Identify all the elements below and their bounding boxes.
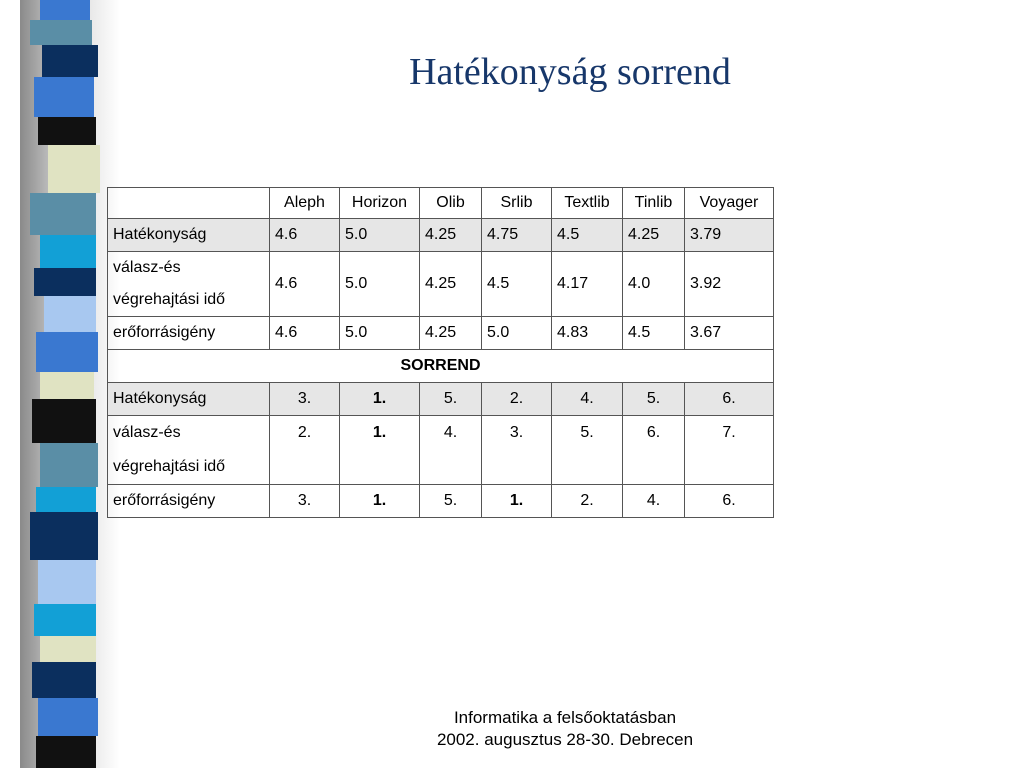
row-label	[108, 416, 270, 485]
rank-cell: 5.	[623, 383, 685, 416]
rank-cell: 4.	[623, 485, 685, 518]
table-row	[108, 416, 774, 485]
rank-cell: 3.	[270, 485, 340, 518]
table-cell: 4.83	[552, 317, 623, 350]
table-cell: 4.5	[623, 317, 685, 350]
rank-cell: 6.	[623, 416, 685, 485]
row-label-line: végrehajtási idő	[113, 291, 226, 308]
rank-cell: 3.	[270, 383, 340, 416]
footer-line: 2002. augusztus 28-30. Debrecen	[436, 730, 694, 749]
sorrend-row	[108, 350, 774, 383]
table-row	[108, 252, 774, 317]
rank-cell: 2.	[482, 383, 552, 416]
table-cell: 5.0	[482, 317, 552, 350]
table-cell: 4.25	[420, 317, 482, 350]
rank-cell: 1.	[340, 416, 420, 485]
table-cell: 4.17	[552, 252, 623, 317]
rank-cell: 4.	[420, 416, 482, 485]
table-row	[108, 485, 774, 518]
row-label-line: végrehajtási idő	[113, 458, 226, 475]
table-row	[108, 317, 774, 350]
footer-line: Informatika a felsőoktatásban	[453, 708, 677, 727]
table-cell: 4.25	[623, 219, 685, 252]
table-cell: 4.6	[270, 317, 340, 350]
rank-cell: 5.	[420, 485, 482, 518]
row-label: erőforrásigény	[108, 317, 270, 350]
rank-cell: 5.	[552, 416, 623, 485]
header-cell-empty	[108, 188, 270, 219]
table-cell: 4.75	[482, 219, 552, 252]
rank-cell: 2.	[270, 416, 340, 485]
slide-footer	[380, 707, 750, 751]
ranking-table	[107, 187, 774, 518]
table-cell: 5.0	[340, 252, 420, 317]
sorrend-heading: SORREND	[108, 350, 774, 383]
table-cell: 5.0	[340, 219, 420, 252]
table-cell: 4.0	[623, 252, 685, 317]
row-label-line: válasz-és	[113, 259, 181, 276]
rank-cell: 7.	[685, 416, 774, 485]
rank-cell: 1.	[340, 383, 420, 416]
row-label: Hatékonyság	[108, 219, 270, 252]
table-cell: 3.67	[685, 317, 774, 350]
slide-title: Hatékonyság sorrend	[409, 51, 731, 93]
table-cell: 3.92	[685, 252, 774, 317]
header-cell-tinlib: Tinlib	[623, 188, 685, 219]
table-cell: 3.79	[685, 219, 774, 252]
header-cell-textlib: Textlib	[552, 188, 623, 219]
row-label: erőforrásigény	[108, 485, 270, 518]
row-label	[108, 252, 270, 317]
table-cell: 4.25	[420, 219, 482, 252]
header-cell-horizon: Horizon	[340, 188, 420, 219]
rank-cell: 4.	[552, 383, 623, 416]
header-cell-olib: Olib	[420, 188, 482, 219]
rank-cell: 1.	[340, 485, 420, 518]
row-label-line: válasz-és	[113, 424, 181, 441]
rank-cell: 3.	[482, 416, 552, 485]
table-cell: 4.5	[482, 252, 552, 317]
table-cell: 4.6	[270, 219, 340, 252]
rank-cell: 6.	[685, 383, 774, 416]
rank-cell: 2.	[552, 485, 623, 518]
table-cell: 4.5	[552, 219, 623, 252]
decorative-color-strip	[30, 0, 100, 768]
rank-cell: 5.	[420, 383, 482, 416]
row-label: Hatékonyság	[108, 383, 270, 416]
table-cell: 4.6	[270, 252, 340, 317]
table-cell: 4.25	[420, 252, 482, 317]
header-cell-aleph: Aleph	[270, 188, 340, 219]
table-cell: 5.0	[340, 317, 420, 350]
header-cell-srlib: Srlib	[482, 188, 552, 219]
header-cell-voyager: Voyager	[685, 188, 774, 219]
rank-cell: 1.	[482, 485, 552, 518]
table-row	[108, 219, 774, 252]
table-header-row	[108, 188, 774, 219]
rank-cell: 6.	[685, 485, 774, 518]
table-row	[108, 383, 774, 416]
